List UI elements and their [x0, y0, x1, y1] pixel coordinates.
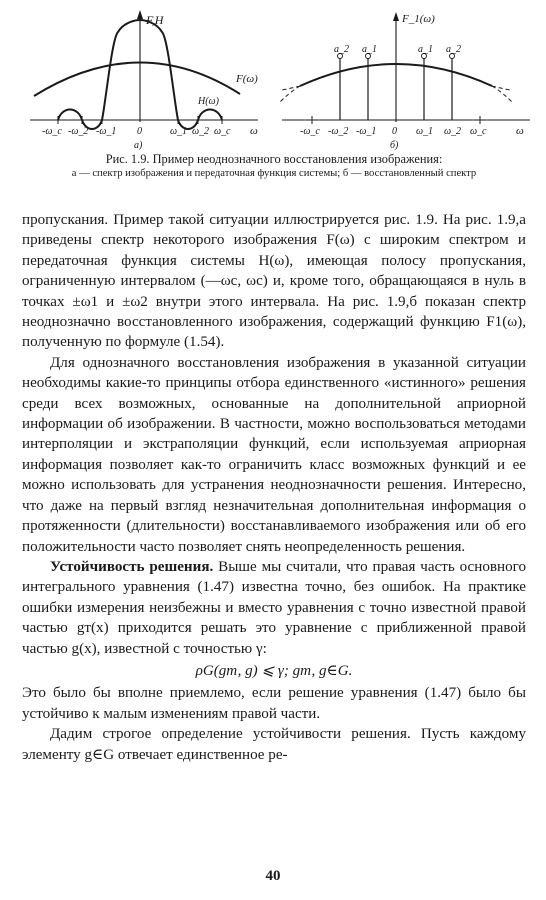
- panel-b-tick-neg-w2: -ω_2: [328, 126, 349, 137]
- point-a1-left: a_1: [362, 44, 377, 55]
- panel-a-tick-omega: ω: [250, 125, 258, 137]
- panel-b-y-label: F_1(ω): [402, 13, 435, 25]
- panel-a-label: a): [134, 140, 143, 150]
- body-text: [22, 210, 526, 765]
- panel-a-y-label: F,H: [146, 13, 164, 27]
- formula: ρG(gт, g) ⩽ γ; gт, g∈G.: [195, 662, 353, 679]
- panel-a-tick-neg-w1: -ω_1: [96, 126, 117, 137]
- panel-a-tick-wc: ω_c: [214, 126, 231, 137]
- panel-a: [30, 10, 258, 129]
- caption-description: а — спектр изображения и передаточная функция системы; б — восстановленный спектр: [71, 168, 477, 180]
- section-heading: Устойчивость решения.: [50, 558, 214, 575]
- point-a1-right: a_1: [418, 44, 433, 55]
- paragraph-2: Для однозначного восстановления изображения в указанной ситуации необходимы какие-то принципы отбора единственного «истинного» решения среди всех возможных, основанные на дополнительной априорной информации об изображении. В частности, можно воспользоваться методами интерполяции и экстраполяции функций, если используемая априорная информация позволяет как-то ограничить класс возможных функций и ее можно использовать для устранения неоднозначности решения. Интересно, что даже на первый взгляд незначительная дополнительная информация о протяженности (длительности) восстанавливаемого изображения или об его положительности часто позволяет снять неопределенность решения.: [22, 354, 526, 555]
- panel-a-tick-w2: ω_2: [192, 126, 210, 137]
- panel-b: [280, 12, 530, 124]
- panel-a-tick-neg-wc: -ω_c: [42, 126, 62, 137]
- panel-b-tick-omega: ω: [516, 125, 524, 137]
- panel-b-tick-zero: 0: [392, 126, 397, 137]
- figure-svg: [0, 0, 546, 150]
- page-number: 40: [265, 868, 281, 884]
- section-text: Выше мы считали, что правая часть основного интегрального уравнения (1.47) известна точно, без ошибок. На практике ошибки измерения неизбежны и вместо уравнения с точно известной правой частью gт(x) приходится решать это уравнение с приближенной правой частью g(x), известной с точностью γ:: [22, 558, 526, 657]
- panel-b-label: б): [390, 140, 399, 150]
- panel-a-tick-w1: ω_1: [170, 126, 188, 137]
- curve-F-label: F(ω): [236, 73, 258, 85]
- panel-b-tick-wc: ω_c: [470, 126, 487, 137]
- point-a2-right: a_2: [446, 44, 461, 55]
- caption-title: Рис. 1.9. Пример неоднозначного восстановления изображения:: [105, 152, 443, 166]
- curve-F: [34, 62, 240, 96]
- panel-a-y-arrow: [137, 10, 143, 19]
- paragraph-5: Дадим строгое определение устойчивости решения. Пусть каждому элементу g∈G отвечает единственное ре-: [22, 726, 526, 763]
- panel-b-y-arrow: [393, 12, 399, 21]
- curve-H-label: H(ω): [198, 96, 219, 107]
- panel-a-tick-neg-w2: -ω_2: [68, 126, 89, 137]
- panel-a-tick-zero: 0: [137, 126, 142, 137]
- panel-b-tick-neg-wc: -ω_c: [300, 126, 320, 137]
- figure-1-9: [0, 0, 546, 150]
- panel-b-tick-w1: ω_1: [416, 126, 434, 137]
- figure-caption: [22, 152, 526, 180]
- paragraph-4: Это было бы вполне приемлемо, если решение уравнения (1.47) было бы устойчиво к малым изменениям правой части.: [22, 685, 526, 722]
- paragraph-3: [22, 557, 526, 659]
- panel-b-tick-neg-w1: -ω_1: [356, 126, 377, 137]
- paragraph-1: пропускания. Пример такой ситуации иллюстрируется рис. 1.9. На рис. 1.9,а приведены спектр некоторого изображения F(ω) с широким спектром и передаточная функция системы H(ω), имеющая полосу пропускания, ограниченную интервалом (—ωc, ωc) и, кроме того, обращающаяся в нуль в точках ±ω1 и ±ω2 внутри этого интервала. На рис. 1.9,б показан спектр неоднозначно восстановленного изображения, содержащий функцию F1(ω), полученную по формуле (1.54).: [22, 212, 526, 351]
- point-a2-left: a_2: [334, 44, 349, 55]
- panel-b-tick-w2: ω_2: [444, 126, 462, 137]
